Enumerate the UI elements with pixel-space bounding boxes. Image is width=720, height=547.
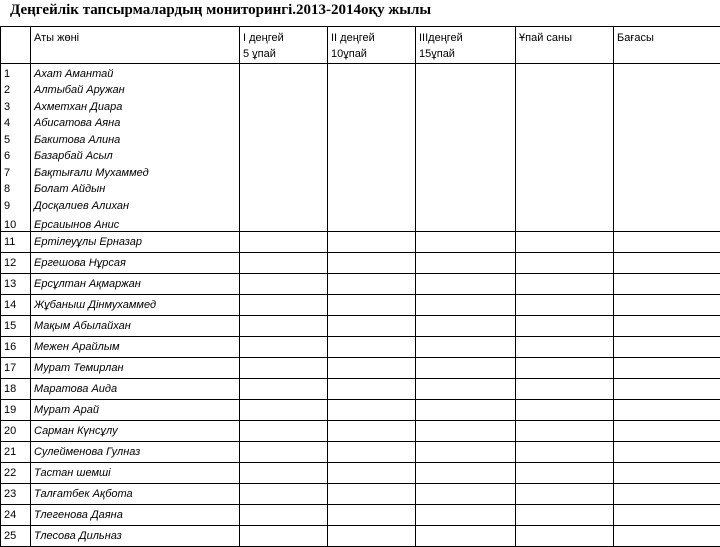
row-number: 8 [1,181,31,198]
level2-cell [328,504,416,525]
score-cell [516,66,614,83]
table-row [1,99,720,116]
table-row [1,462,720,483]
score-cell [516,214,614,231]
level1-cell [240,66,328,83]
student-name: Сулейменова Гулназ [31,441,240,462]
level1-cell [240,252,328,273]
score-cell [516,273,614,294]
row-number: 4 [1,115,31,132]
level2-cell [328,294,416,315]
table-row [1,378,720,399]
row-number: 23 [1,483,31,504]
row-number: 12 [1,252,31,273]
header-level1-points: 5 ұпай [243,46,327,62]
level3-cell [416,441,516,462]
row-number: 15 [1,315,31,336]
level1-cell [240,273,328,294]
table-row [1,525,720,546]
row-number: 7 [1,165,31,182]
level3-cell [416,214,516,231]
level3-cell [416,198,516,215]
student-name: Межен Арайлым [31,336,240,357]
level1-cell [240,82,328,99]
grade-cell [614,165,720,182]
row-number: 6 [1,148,31,165]
level2-cell [328,115,416,132]
level1-cell [240,181,328,198]
header-score: Ұпай саны [516,27,614,64]
grade-cell [614,181,720,198]
score-cell [516,399,614,420]
level1-cell [240,148,328,165]
level3-cell [416,132,516,149]
row-number: 25 [1,525,31,546]
header-level1 [240,27,328,64]
grade-cell [614,252,720,273]
grade-cell [614,132,720,149]
level3-cell [416,483,516,504]
table-row [1,181,720,198]
score-cell [516,115,614,132]
level1-cell [240,115,328,132]
score-cell [516,357,614,378]
level3-cell [416,252,516,273]
level2-cell [328,99,416,116]
student-name: Маратова Аида [31,378,240,399]
student-name: Мурат Темирлан [31,357,240,378]
grade-cell [614,525,720,546]
header-level3-title: IIIдеңгей [419,30,515,46]
row-number: 19 [1,399,31,420]
grade-cell [614,198,720,215]
score-cell [516,181,614,198]
level2-cell [328,273,416,294]
header-level2 [328,27,416,64]
table-row [1,252,720,273]
level1-cell [240,462,328,483]
monitoring-table [0,26,720,547]
level1-cell [240,294,328,315]
level3-cell [416,294,516,315]
score-cell [516,165,614,182]
row-number: 9 [1,198,31,215]
level2-cell [328,441,416,462]
student-name: Базарбай Асыл [31,148,240,165]
student-name: Ахат Амантай [31,66,240,83]
table-row [1,483,720,504]
score-cell [516,525,614,546]
student-name: Досқалиев Алихан [31,198,240,215]
table-row [1,294,720,315]
student-name: Ерсұлтан Ақмаржан [31,273,240,294]
student-name: Талғатбек Ақбота [31,483,240,504]
student-name: Жұбаныш Дінмухаммед [31,294,240,315]
level2-cell [328,82,416,99]
grade-cell [614,441,720,462]
level2-cell [328,231,416,252]
page-title: Деңгейлік тапсырмалардың мониторингі.2013-2014оқу жылы [10,2,431,19]
table-row [1,66,720,83]
row-number: 5 [1,132,31,149]
level3-cell [416,462,516,483]
row-number: 17 [1,357,31,378]
level1-cell [240,378,328,399]
score-cell [516,420,614,441]
table-row [1,132,720,149]
level1-cell [240,441,328,462]
level3-cell [416,399,516,420]
level3-cell [416,504,516,525]
table-row [1,231,720,252]
grade-cell [614,336,720,357]
score-cell [516,198,614,215]
grade-cell [614,378,720,399]
row-number: 24 [1,504,31,525]
level2-cell [328,66,416,83]
row-number: 1 [1,66,31,83]
level2-cell [328,165,416,182]
level3-cell [416,148,516,165]
level1-cell [240,165,328,182]
header-number [1,27,31,64]
level3-cell [416,115,516,132]
level2-cell [328,378,416,399]
row-number: 16 [1,336,31,357]
level2-cell [328,420,416,441]
level3-cell [416,181,516,198]
grade-cell [614,82,720,99]
level1-cell [240,198,328,215]
level1-cell [240,483,328,504]
student-name: Бақтығали Мухаммед [31,165,240,182]
table-row [1,336,720,357]
level1-cell [240,525,328,546]
row-number: 13 [1,273,31,294]
grade-cell [614,214,720,231]
header-name: Аты жөні [31,27,240,64]
level2-cell [328,252,416,273]
table-row [1,198,720,215]
level1-cell [240,214,328,231]
row-number: 10 [1,214,31,231]
table-row [1,115,720,132]
table-row [1,165,720,182]
level2-cell [328,399,416,420]
row-number: 20 [1,420,31,441]
table-row [1,214,720,231]
table-row [1,357,720,378]
row-number: 11 [1,231,31,252]
score-cell [516,82,614,99]
header-row [1,27,720,64]
table-row [1,82,720,99]
level3-cell [416,420,516,441]
score-cell [516,483,614,504]
grade-cell [614,231,720,252]
score-cell [516,504,614,525]
grade-cell [614,315,720,336]
level2-cell [328,132,416,149]
level3-cell [416,378,516,399]
score-cell [516,294,614,315]
student-name: Абисатова Аяна [31,115,240,132]
level2-cell [328,525,416,546]
grade-cell [614,504,720,525]
level2-cell [328,483,416,504]
student-name: Тлесова Дильназ [31,525,240,546]
level3-cell [416,525,516,546]
student-name: Тлегенова Даяна [31,504,240,525]
level1-cell [240,504,328,525]
grade-cell [614,115,720,132]
level3-cell [416,336,516,357]
row-number: 22 [1,462,31,483]
student-name: Болат Айдын [31,181,240,198]
level3-cell [416,273,516,294]
table-row [1,399,720,420]
grade-cell [614,66,720,83]
level3-cell [416,99,516,116]
table-row [1,315,720,336]
grade-cell [614,399,720,420]
grade-cell [614,148,720,165]
level3-cell [416,357,516,378]
table-row [1,273,720,294]
level2-cell [328,336,416,357]
score-cell [516,132,614,149]
student-name: Алтыбай Аружан [31,82,240,99]
student-name: Мурат Арай [31,399,240,420]
level1-cell [240,99,328,116]
level1-cell [240,399,328,420]
header-level2-points: 10ұпай [331,46,415,62]
header-grade: Бағасы [614,27,720,64]
student-name: Тастан шемші [31,462,240,483]
grade-cell [614,483,720,504]
grade-cell [614,462,720,483]
level1-cell [240,357,328,378]
student-name: Сарман Күнсұлу [31,420,240,441]
level1-cell [240,231,328,252]
score-cell [516,336,614,357]
level2-cell [328,315,416,336]
level2-cell [328,214,416,231]
level3-cell [416,82,516,99]
grade-cell [614,99,720,116]
score-cell [516,462,614,483]
level2-cell [328,181,416,198]
level1-cell [240,420,328,441]
header-level3 [416,27,516,64]
row-number: 18 [1,378,31,399]
grade-cell [614,294,720,315]
grade-cell [614,420,720,441]
level3-cell [416,231,516,252]
level3-cell [416,165,516,182]
student-name: Ергешова Нұрсая [31,252,240,273]
student-name: Мақым Абылайхан [31,315,240,336]
score-cell [516,99,614,116]
student-name: Ерсаиынов Анис [31,214,240,231]
header-level1-title: I деңгей [243,30,327,46]
level1-cell [240,132,328,149]
row-number: 21 [1,441,31,462]
level2-cell [328,198,416,215]
score-cell [516,378,614,399]
table-row [1,504,720,525]
student-name: Ертілеуұлы Ерназар [31,231,240,252]
level2-cell [328,357,416,378]
row-number: 14 [1,294,31,315]
student-name: Ахметхан Диара [31,99,240,116]
row-number: 2 [1,82,31,99]
score-cell [516,252,614,273]
level2-cell [328,148,416,165]
score-cell [516,231,614,252]
table-row [1,420,720,441]
grade-cell [614,357,720,378]
level3-cell [416,315,516,336]
grade-cell [614,273,720,294]
score-cell [516,148,614,165]
level1-cell [240,336,328,357]
level1-cell [240,315,328,336]
level2-cell [328,462,416,483]
score-cell [516,315,614,336]
student-name: Бакитова Алина [31,132,240,149]
table-row [1,441,720,462]
score-cell [516,441,614,462]
table-row [1,148,720,165]
level3-cell [416,66,516,83]
header-level2-title: II деңгей [331,30,415,46]
row-number: 3 [1,99,31,116]
header-level3-points: 15ұпай [419,46,515,62]
